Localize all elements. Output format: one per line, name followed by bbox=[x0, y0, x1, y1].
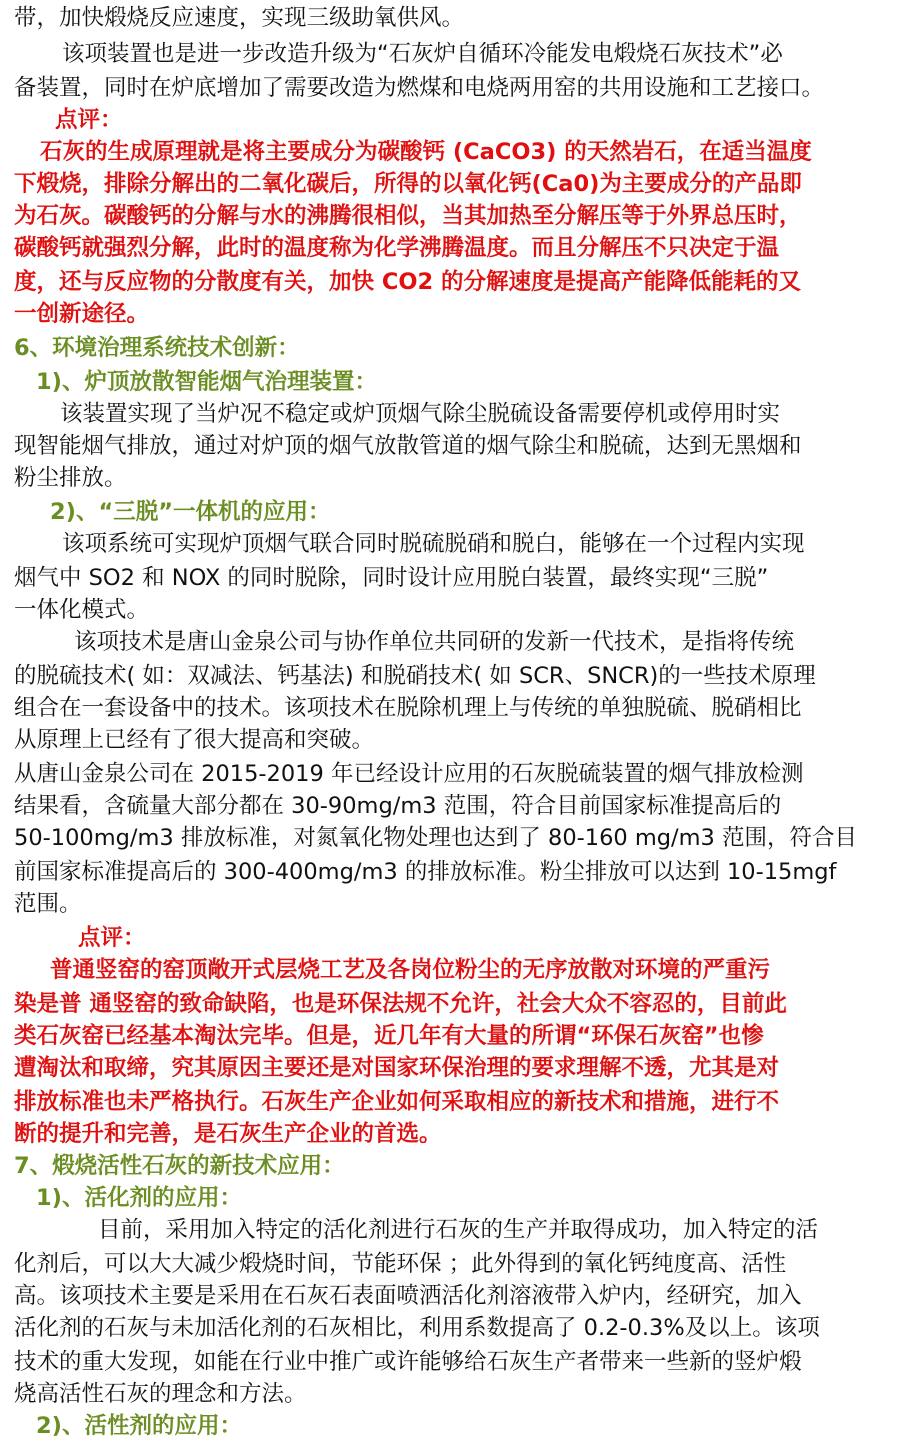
text-line: 范围。 bbox=[14, 891, 82, 917]
text-line: 带，加快煅烧反应速度，实现三级助氧供风。 bbox=[14, 5, 465, 31]
comment-line: 遭淘汰和取缔，究其原因主要还是对国家环保治理的要求理解不透，尤其是对 bbox=[14, 1055, 780, 1081]
subsection-heading: 1)、活化剂的应用： bbox=[36, 1185, 242, 1211]
comment-heading: 点评： bbox=[55, 107, 123, 133]
text-line: 前国家标准提高后的 300-400mg/m3 的排放标准。粉尘排放可以达到 10-15mgf bbox=[14, 859, 837, 885]
text-line: 50-100mg/m3 排放标准，对氮氧化物处理也达到了 80-160 mg/m3 范围，符合目 bbox=[14, 825, 858, 851]
text-line: 现智能烟气排放，通过对炉顶的烟气放散管道的烟气除尘和脱硫，达到无黑烟和 bbox=[14, 433, 802, 459]
text-line: 粉尘排放。 bbox=[14, 465, 127, 491]
text-line: 该项装置也是进一步改造升级为“石灰炉自循环冷能发电煅烧石灰技术”必 bbox=[62, 41, 783, 67]
text-line: 活化剂的石灰与未加活化剂的石灰相比，利用系数提高了 0.2-0.3%及以上。该项 bbox=[14, 1315, 820, 1341]
text-line: 组合在一套设备中的技术。该项技术在脱除机理上与传统的单独脱硫、脱硝相比 bbox=[14, 695, 802, 721]
text-line: 化剂后，可以大大减少煅烧时间，节能环保 ；此外得到的氧化钙纯度高、活性 bbox=[14, 1251, 787, 1277]
text-line: 目前，采用加入特定的活化剂进行石灰的生产并取得成功，加入特定的活 bbox=[98, 1217, 819, 1243]
text-line: 该项系统可实现炉顶烟气联合同时脱硫脱硝和脱白，能够在一个过程内实现 bbox=[62, 531, 805, 557]
text-line: 技术的重大发现，如能在行业中推广或许能够给石灰生产者带来一些新的竖炉煅 bbox=[14, 1349, 802, 1375]
text-line: 从原理上已经有了很大提高和突破。 bbox=[14, 727, 375, 753]
comment-line: 断的提升和完善，是石灰生产企业的首选。 bbox=[14, 1121, 442, 1147]
comment-line: 排放标准也未严格执行。石灰生产企业如何采取相应的新技术和措施，进行不 bbox=[14, 1089, 780, 1115]
subsection-heading: 2)、活性剂的应用： bbox=[36, 1413, 242, 1439]
text-line: 高。该项技术主要是采用在石灰石表面喷洒活化剂溶液带入炉内，经研究，加入 bbox=[14, 1283, 802, 1309]
subsection-heading: 1)、炉顶放散智能烟气治理装置： bbox=[36, 369, 377, 395]
comment-line: 普通竖窑的窑顶敞开式层烧工艺及各岗位粉尘的无序放散对环境的严重污 bbox=[50, 957, 771, 983]
comment-line: 一创新途径。 bbox=[14, 301, 150, 327]
comment-heading: 点评： bbox=[78, 925, 146, 951]
comment-line: 下煅烧，排除分解出的二氧化碳后，所得的以氧化钙(Ca0)为主要成分的产品即 bbox=[14, 171, 802, 197]
text-line: 烧高活性石灰的理念和方法。 bbox=[14, 1381, 307, 1407]
subsection-heading: 2)、“三脱”一体机的应用： bbox=[50, 499, 331, 525]
text-line: 该装置实现了当炉况不稳定或炉顶烟气除尘脱硫设备需要停机或停用时实 bbox=[60, 401, 781, 427]
comment-line: 石灰的生成原理就是将主要成分为碳酸钙 (CaCO3) 的天然岩石，在适当温度 bbox=[40, 139, 812, 165]
text-line: 结果看，含硫量大部分都在 30-90mg/m3 范围，符合目前国家标准提高后的 bbox=[14, 793, 782, 819]
comment-line: 碳酸钙就强烈分解，此时的温度称为化学沸腾温度。而且分解压不只决定于温 bbox=[14, 235, 780, 261]
text-line: 备装置，同时在炉底增加了需要改造为燃煤和电烧两用窑的共用设施和工艺接口。 bbox=[14, 75, 825, 101]
text-line: 该项技术是唐山金泉公司与协作单位共同研的发新一代技术，是指将传统 bbox=[74, 629, 795, 655]
comment-line: 为石灰。碳酸钙的分解与水的沸腾很相似，当其加热至分解压等于外界总压时， bbox=[14, 203, 802, 229]
text-line: 一体化模式。 bbox=[14, 597, 150, 623]
section-heading-6: 6、环境治理系统技术创新： bbox=[14, 335, 300, 361]
comment-line: 类石灰窑已经基本淘汰完毕。但是，近几年有大量的所谓“环保石灰窑”也惨 bbox=[14, 1023, 764, 1049]
text-line: 的脱硫技术( 如：双减法、钙基法) 和脱硝技术( 如 SCR、SNCR)的一些技术原理 bbox=[14, 663, 816, 689]
comment-line: 染是普 通竖窑的致命缺陷，也是环保法规不允许，社会大众不容忍的，目前此 bbox=[14, 991, 787, 1017]
section-heading-7: 7、煅烧活性石灰的新技术应用： bbox=[14, 1153, 345, 1179]
text-line: 从唐山金泉公司在 2015-2019 年已经设计应用的石灰脱硫装置的烟气排放检测 bbox=[14, 761, 804, 787]
text-line: 烟气中 SO2 和 NOX 的同时脱除，同时设计应用脱白装置，最终实现“三脱” bbox=[14, 565, 769, 591]
comment-line: 度，还与反应物的分散度有关，加快 CO2 的分解速度是提高产能降低能耗的又 bbox=[14, 269, 801, 295]
